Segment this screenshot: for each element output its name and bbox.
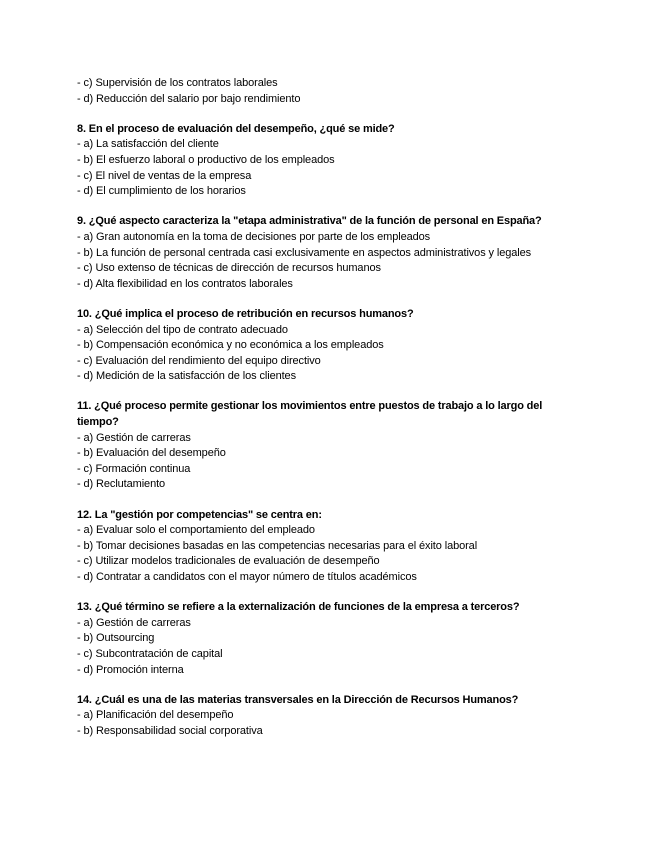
- option-b: - b) Evaluación del desempeño: [77, 447, 226, 460]
- option-c: - c) Subcontratación de capital: [77, 647, 223, 660]
- option-d: - d) El cumplimiento de los horarios: [77, 185, 246, 198]
- option-d: - d) Promoción interna: [77, 663, 184, 676]
- option-b: - b) Responsabilidad social corporativa: [77, 724, 263, 737]
- question-title: 14. ¿Cuál es una de las materias transversales en la Dirección de Recursos Humanos?: [77, 693, 519, 706]
- question-9: [77, 214, 647, 292]
- option-c: - c) Formación continua: [77, 462, 191, 475]
- question-title: 8. En el proceso de evaluación del desempeño, ¿qué se mide?: [77, 122, 395, 135]
- document-page: [77, 76, 647, 754]
- continued-options: [77, 76, 647, 107]
- question-title: 10. ¿Qué implica el proceso de retribución en recursos humanos?: [77, 307, 414, 320]
- option-a: - a) Evaluar solo el comportamiento del empleado: [77, 524, 315, 537]
- option-b: - b) Outsourcing: [77, 632, 155, 645]
- option-a: - a) Planificación del desempeño: [77, 709, 234, 722]
- option-b: - b) La función de personal centrada casi exclusivamente en aspectos administrativos y legales: [77, 246, 532, 259]
- question-10: [77, 307, 647, 385]
- question-title: 11. ¿Qué proceso permite gestionar los movimientos entre puestos de trabajo a lo largo del tiempo?: [77, 400, 543, 429]
- option-c: - c) El nivel de ventas de la empresa: [77, 169, 252, 182]
- question-14: [77, 693, 647, 740]
- option-d: - d) Contratar a candidatos con el mayor número de títulos académicos: [77, 571, 417, 583]
- option-c: - c) Evaluación del rendimiento del equipo directivo: [77, 354, 321, 367]
- question-8: [77, 122, 647, 200]
- option-c: - c) Supervisión de los contratos laborales: [77, 77, 278, 89]
- question-title: 9. ¿Qué aspecto caracteriza la "etapa administrativa" de la función de personal en España?: [77, 215, 542, 228]
- option-b: - b) Compensación económica y no económica a los empleados: [77, 339, 384, 352]
- option-a: - a) Selección del tipo de contrato adecuado: [77, 323, 288, 336]
- question-12: [77, 508, 647, 586]
- question-11: [77, 399, 647, 493]
- option-d: - d) Alta flexibilidad en los contratos laborales: [77, 277, 293, 290]
- option-c: - c) Utilizar modelos tradicionales de evaluación de desempeño: [77, 555, 380, 568]
- question-13: [77, 600, 647, 678]
- question-title: 12. La "gestión por competencias" se centra en:: [77, 508, 322, 521]
- option-b: - b) Tomar decisiones basadas en las competencias necesarias para el éxito laboral: [77, 539, 478, 552]
- option-c: - c) Uso extenso de técnicas de dirección de recursos humanos: [77, 262, 381, 275]
- option-a: - a) Gran autonomía en la toma de decisiones por parte de los empleados: [77, 230, 431, 243]
- option-a: - a) Gestión de carreras: [77, 431, 191, 444]
- option-d: - d) Reducción del salario por bajo rendimiento: [77, 92, 301, 105]
- option-d: - d) Reclutamiento: [77, 478, 166, 491]
- question-title: 13. ¿Qué término se refiere a la externalización de funciones de la empresa a terceros?: [77, 601, 520, 614]
- option-a: - a) Gestión de carreras: [77, 616, 191, 629]
- option-a: - a) La satisfacción del cliente: [77, 138, 219, 151]
- option-d: - d) Medición de la satisfacción de los clientes: [77, 370, 296, 383]
- option-b: - b) El esfuerzo laboral o productivo de los empleados: [77, 153, 335, 166]
